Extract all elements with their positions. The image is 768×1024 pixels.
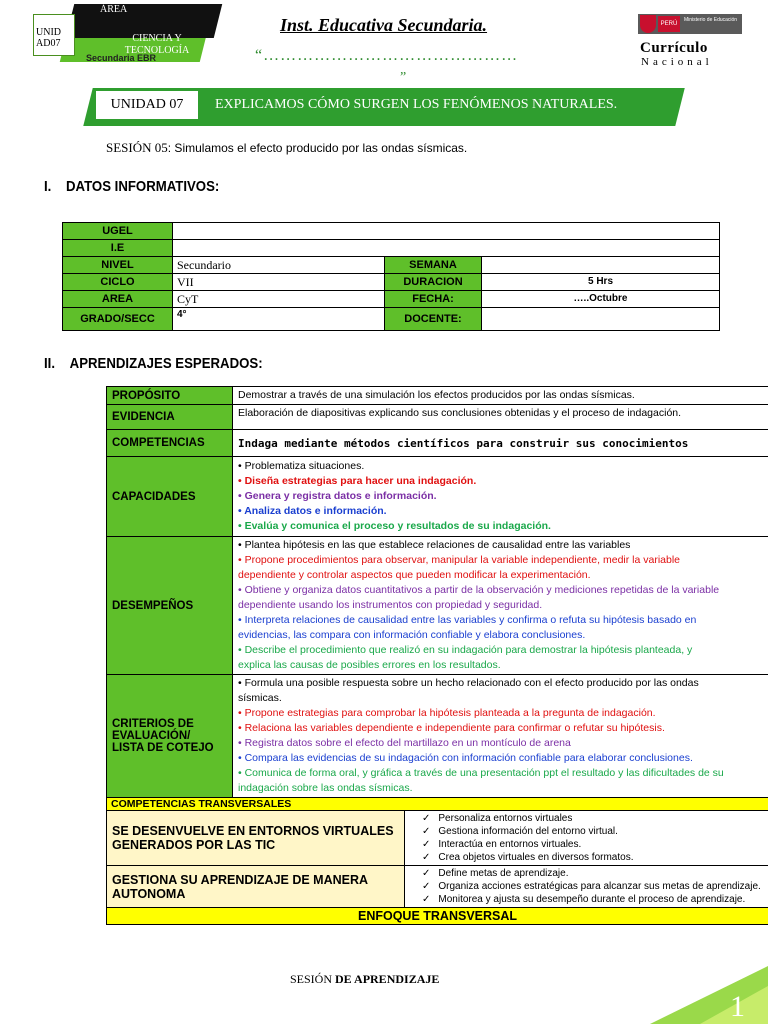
table-row [107,798,768,811]
list-item: ✓ Interactúa en entornos virtuales. [424,838,763,851]
list-item: ✓ Crea objetos virtuales en diversos formatos. [424,851,763,864]
competencias-value: Indaga mediante métodos científicos para construir sus conocimientos [233,430,768,457]
school-motto-close: ” [400,70,407,85]
autonoma-competence [107,866,405,908]
list-item: • Relaciona las variables dependiente e independiente para confirmar o refutar su hipótesis. [238,722,665,734]
capacidades-label: CAPACIDADES [107,457,233,537]
docente-label: DOCENTE: [385,308,482,331]
ebr-label: Secundaria EBR [86,53,157,63]
semana-label: SEMANA [385,257,482,274]
page-corner-decoration [640,966,768,1024]
school-name: Inst. Educativa Secundaria. [280,15,488,35]
list-item: • Problematiza situaciones. [238,460,365,472]
ministry-text: Ministerio de Educación [684,17,738,23]
autonoma-label-line2: AUTONOMA [112,886,186,901]
logo-title: Currículo [640,40,708,56]
fecha-value: …..Octubre [482,291,720,308]
list-item: • Propone estrategias para comprobar la hipótesis planteada a la pregunta de indagación. [238,707,656,719]
list-item: ✓ Organiza acciones estratégicas para alcanzar sus metas de aprendizaje. [424,880,763,893]
enfoque-transversal-header: ENFOQUE TRANSVERSAL [107,908,768,925]
table-row [107,811,768,866]
area-label: ÁREA [100,4,128,15]
table-row [63,274,720,291]
criterios-list [233,675,768,798]
list-item: • Obtiene y organiza datos cuantitativos a partir de la observación y mediciones repetidas de la variable [238,584,720,596]
list-item: • Compara las evidencias de su indagación con información confiable para elaborar conclusiones. [238,752,693,764]
footer-text [290,972,439,987]
table-row [63,223,720,240]
list-item: ✓ Monitorea y ajusta su desempeño durante el proceso de aprendizaje. [424,893,763,906]
list-item: evidencias, las compara con información confiable y elabora conclusiones. [238,629,586,641]
list-item: • Propone procedimientos para observar, manipular la variable independiente, medir la variable [238,554,681,566]
evidencia-label: EVIDENCIA [107,405,233,430]
unit-tag [33,14,75,56]
session-label: SESIÓN 05 [106,140,168,155]
table-row [107,537,768,675]
tic-competence [107,811,405,866]
section-2-number: II. [44,355,56,372]
ie-value [173,240,720,257]
nivel-value: Secundario [173,257,385,274]
section-2-title: APRENDIZAJES ESPERADOS: [69,355,263,372]
competencias-label: COMPETENCIAS [107,430,233,457]
list-item: • Formula una posible respuesta sobre un hecho relacionado con el efecto producido por las ondas [238,677,699,689]
datos-informativos-table [62,222,720,331]
table-row [63,257,720,274]
list-item: • Diseña estrategias para hacer una indagación. [238,475,477,487]
area-name: CIENCIA Y TECNOLOGÍA [124,33,190,56]
list-item: ✓ Define metas de aprendizaje. [424,867,763,880]
criterios-label-line1: CRITERIOS DE [112,718,194,730]
list-item: • Registra datos sobre el efecto del martillazo en un montículo de arena [238,737,571,749]
logo-subtitle: Nacional [641,56,713,68]
table-row [107,405,768,430]
page-number: 1 [730,990,745,1023]
grado-label: GRADO/SECC [63,308,173,331]
evidencia-value: Elaboración de diapositivas explicando sus conclusiones obtenidas y el proceso de indagación. [233,405,768,430]
list-item: • Interpreta relaciones de causalidad entre las variables y confirma o refuta su hipótesis basado en [238,614,697,626]
table-row [107,908,768,925]
footer-text-plain: SESIÓN [290,972,336,986]
list-item: indagación sobre las ondas sísmicas. [238,782,413,794]
session-title: : Simulamos el efecto producido por las ondas sísmicas. [167,141,468,155]
area-value: CyT [173,291,385,308]
school-motto-placeholder: “……………………………………… [255,47,519,64]
section-1-title: DATOS INFORMATIVOS: [66,178,220,195]
proposito-value: Demostrar a través de una simulación los efectos producidos por las ondas sísmicas. [233,387,768,405]
list-item: • Plantea hipótesis en las que establece relaciones de causalidad entre las variables [238,539,631,551]
ugel-value [173,223,720,240]
ciclo-value: VII [173,274,385,291]
table-row [63,240,720,257]
unit-tag-line2: AD07 [36,38,61,49]
table-row [107,430,768,457]
grado-value: 4° [173,308,385,331]
semana-value [482,257,720,274]
table-row [63,291,720,308]
desempenos-label: DESEMPEÑOS [107,537,233,675]
unit-tag-line1: UNID [36,27,61,38]
duracion-label: DURACION [385,274,482,291]
footer-text-bold: DE APRENDIZAJE [335,972,440,986]
capacidades-list [233,457,768,537]
autonoma-label-line1: GESTIONA SU APRENDIZAJE DE MANERA [112,872,369,887]
nivel-label: NIVEL [63,257,173,274]
section-1-number: I. [44,178,52,195]
table-row [107,457,768,537]
list-item: • Genera y registra datos e información. [238,490,437,502]
list-item: explica las causas de posibles errores en los resultados. [238,659,501,671]
duracion-value: 5 Hrs [482,274,720,291]
table-row [107,675,768,798]
list-item: • Describe el procedimiento que realizó en su indagación para demostrar la hipótesis planteada, y [238,644,693,656]
criterios-label [107,675,233,798]
list-item: • Comunica de forma oral, y gráfica a través de una presentación ppt el resultado y las dificultades de su [238,767,724,779]
list-item: dependiente y controlar aspectos que pueden modificar la experimentación. [238,569,591,581]
curriculo-nacional-logo [638,14,742,70]
area-field-label: AREA [63,291,173,308]
criterios-label-line2: EVALUACIÓN/ [112,730,191,742]
peru-flag-label: PERÚ [658,16,680,32]
section-1-heading [44,178,219,195]
list-item: dependiente usando los instrumentos con propiedad y seguridad. [238,599,543,611]
unit-label: UNIDAD 07 [95,90,199,120]
tic-label-line1: SE DESENVUELVE EN ENTORNOS VIRTUALES [112,824,394,838]
desempenos-list [233,537,768,675]
unit-title: EXPLICAMOS CÓMO SURGEN LOS FENÓMENOS NATURALES. [215,97,618,112]
tic-capacidades [405,811,768,866]
ciclo-label: CICLO [63,274,173,291]
ugel-label: UGEL [63,223,173,240]
session-line [106,140,467,156]
tic-label-line2: GENERADOS POR LAS TIC [112,838,276,852]
list-item: ✓ Personaliza entornos virtuales [424,812,763,825]
proposito-label: PROPÓSITO [107,387,233,405]
list-item: sísmicas. [238,692,282,704]
section-2-heading [44,355,263,372]
list-item: ✓ Gestiona información del entorno virtual. [424,825,763,838]
autonoma-capacidades [405,866,768,908]
list-item: • Evalúa y comunica el proceso y resultados de su indagación. [238,520,551,532]
peru-shield-icon [640,15,656,33]
docente-value [482,308,720,331]
table-row [107,866,768,908]
table-row [63,308,720,331]
ie-label: I.E [63,240,173,257]
fecha-label: FECHA: [385,291,482,308]
criterios-label-line3: LISTA DE COTEJO [112,742,214,754]
table-row [107,387,768,405]
transversales-header: COMPETENCIAS TRANSVERSALES [107,798,768,811]
list-item: • Analiza datos e información. [238,505,387,517]
aprendizajes-table [106,386,768,925]
